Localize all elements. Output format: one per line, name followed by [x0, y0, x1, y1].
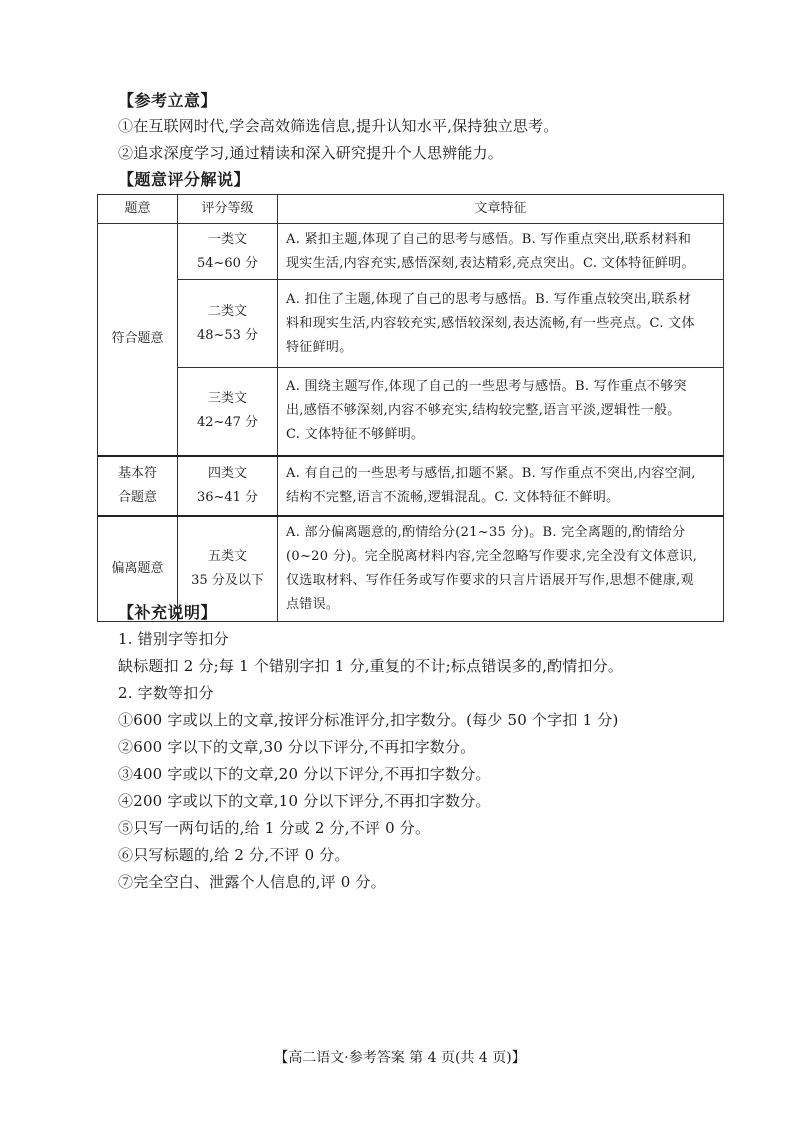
reference-heading: 【参考立意】 [118, 91, 218, 110]
feature-line: A. 扣住了主题,体现了自己的思考与感悟。B. 写作重点较突出,联系材 [286, 291, 692, 307]
group-cell: 偏离题意 [98, 516, 178, 622]
feature-cell [278, 516, 724, 622]
table-row [98, 280, 724, 368]
table-header-row [98, 195, 724, 224]
supplement-line: ②600 字以下的文章,30 分以下评分,不再扣字数分。 [118, 738, 476, 756]
group-cell [98, 456, 178, 516]
table-row [98, 368, 724, 456]
level-cell [178, 368, 278, 456]
feature-line: 出,感悟不够深刻,内容不够充实,结构较完整,语言平淡,逻辑性一般。 [286, 403, 681, 419]
level-name: 三类文 [207, 391, 247, 407]
feature-cell [278, 368, 724, 456]
feature-line: 特征鲜明。 [286, 339, 353, 355]
feature-cell [278, 280, 724, 368]
level-name: 五类文 [207, 548, 247, 564]
level-name: 四类文 [207, 465, 247, 481]
supplement-heading: 【补充说明】 [118, 603, 218, 622]
supplement-line: ⑤只写一两句话的,给 1 分或 2 分,不评 0 分。 [118, 819, 431, 837]
supplement-line: 缺标题扣 2 分;每 1 个错别字扣 1 分,重复的不计;标点错误多的,酌情扣分。 [118, 657, 624, 675]
supplement-line: ⑦完全空白、泄露个人信息的,评 0 分。 [118, 873, 386, 891]
supplement-line: 1. 错别字等扣分 [118, 630, 229, 648]
feature-line: 现实生活,内容充实,感悟深刻,表达精彩,亮点突出。C. 文体特征鲜明。 [286, 255, 695, 271]
column-header: 文章特征 [278, 195, 724, 224]
level-score: 35 分及以下 [191, 572, 264, 588]
table-row [98, 224, 724, 280]
feature-line: A. 紧扣主题,体现了自己的思考与感悟。B. 写作重点突出,联系材料和 [286, 231, 692, 247]
supplement-line: 2. 字数等扣分 [118, 684, 214, 702]
level-score: 42~47 分 [196, 415, 259, 431]
feature-line: 点错误。 [286, 596, 340, 612]
feature-line: 仅选取材料、写作任务或写作要求的只言片语展开写作,思想不健康,观 [286, 572, 694, 588]
feature-line: 结构不完整,语言不流畅,逻辑混乱。C. 文体特征不鲜明。 [286, 489, 620, 505]
supplement-line: ⑥只写标题的,给 2 分,不评 0 分。 [118, 846, 350, 864]
reference-point: ①在互联网时代,学会高效筛选信息,提升认知水平,保持独立思考。 [118, 117, 559, 135]
level-cell [178, 224, 278, 280]
level-score: 54~60 分 [196, 255, 259, 271]
column-header: 评分等级 [178, 195, 278, 224]
grading-heading: 【题意评分解说】 [118, 170, 251, 189]
feature-line: A. 有自己的一些思考与感悟,扣题不紧。B. 写作重点不突出,内容空洞, [286, 465, 696, 481]
feature-line: 料和现实生活,内容较充实,感悟较深刻,表达流畅,有一些亮点。C. 文体 [286, 315, 695, 331]
level-name: 一类文 [207, 231, 247, 247]
feature-line: A. 围绕主题写作,体现了自己的一些思考与感悟。B. 写作重点不够突 [286, 379, 687, 395]
group-label: 基本符合题意 [117, 465, 157, 505]
feature-cell [278, 456, 724, 516]
feature-cell [278, 224, 724, 280]
grading-table [97, 194, 724, 622]
page-footer: 【高二语文·参考答案 第 4 页(共 4 页)】 [274, 1050, 526, 1066]
column-header: 题意 [98, 195, 178, 224]
supplement-line: ④200 字或以下的文章,10 分以下评分,不再扣字数分。 [118, 792, 491, 810]
level-score: 36~41 分 [196, 489, 259, 505]
level-score: 48~53 分 [196, 327, 259, 343]
feature-line: C. 文体特征不够鲜明。 [286, 427, 425, 443]
supplement-line: ①600 字或以上的文章,按评分标准评分,扣字数分。(每少 50 个字扣 1 分) [118, 711, 619, 729]
level-cell [178, 280, 278, 368]
group-cell: 符合题意 [98, 224, 178, 456]
level-cell [178, 456, 278, 516]
table-row [98, 456, 724, 516]
supplement-line: ③400 字或以下的文章,20 分以下评分,不再扣字数分。 [118, 765, 491, 783]
feature-line: A. 部分偏离题意的,酌情给分(21~35 分)。B. 完全离题的,酌情给分 [286, 524, 686, 540]
level-name: 二类文 [207, 303, 247, 319]
feature-line: (0~20 分)。完全脱离材料内容,完全忽略写作要求,完全没有文体意识, [286, 548, 698, 564]
reference-point: ②追求深度学习,通过精读和深入研究提升个人思辨能力。 [118, 144, 503, 162]
